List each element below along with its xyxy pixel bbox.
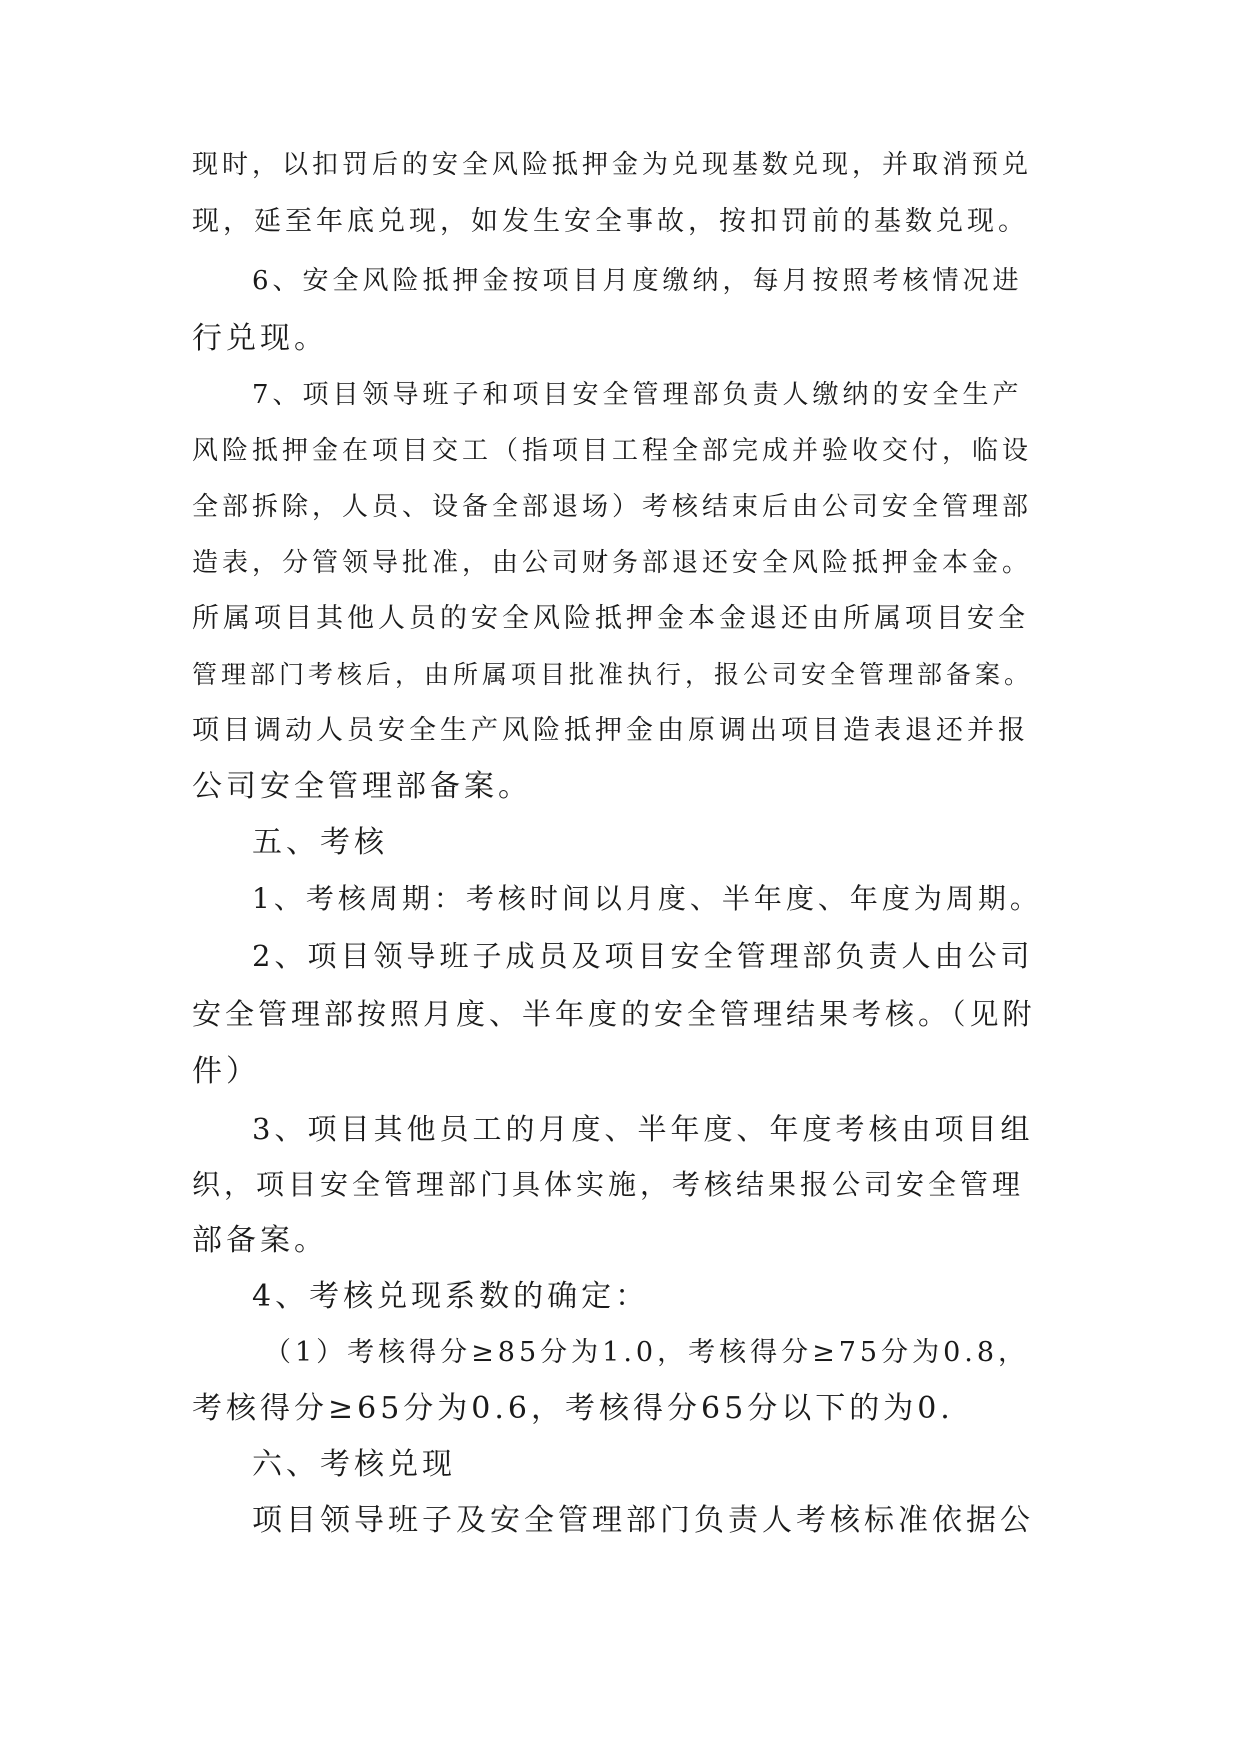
text-line: 安全管理部按照月度、半年度的安全管理结果考核。（见附 bbox=[192, 997, 1036, 1031]
text-line: 项目调动人员安全生产风险抵押金由原调出项目造表退还并报 bbox=[192, 715, 1029, 746]
text-line: 6、安全风险抵押金按项目月度缴纳，每月按照考核情况进 bbox=[252, 266, 1023, 296]
text-line: 4、考核兑现系数的确定： bbox=[252, 1279, 650, 1314]
text-line: 所属项目其他人员的安全风险抵押金本金退还由所属项目安全 bbox=[192, 603, 1029, 634]
text-line: 1、考核周期：考核时间以月度、半年度、年度为周期。 bbox=[252, 882, 1042, 915]
section-heading: 五、考核 bbox=[252, 825, 388, 860]
text-line: 7、项目领导班子和项目安全管理部负责人缴纳的安全生产 bbox=[252, 380, 1023, 410]
text-line: 部备案。 bbox=[192, 1223, 328, 1258]
text-line: 件） bbox=[192, 1054, 260, 1089]
text-line: 造表，分管领导批准，由公司财务部退还安全风险抵押金本金。 bbox=[192, 548, 1033, 578]
text-line: 项目领导班子及安全管理部门负责人考核标准依据公 bbox=[252, 1503, 1034, 1538]
text-line: （1）考核得分≥85分为1.0，考核得分≥75分为0.8， bbox=[264, 1337, 1030, 1368]
text-line: 风险抵押金在项目交工（指项目工程全部完成并验收交付，临设 bbox=[192, 436, 1033, 466]
text-line: 行兑现。 bbox=[192, 321, 328, 356]
section-heading: 六、考核兑现 bbox=[252, 1447, 456, 1482]
text-line: 现，延至年底兑现，如发生安全事故，按扣罚前的基数兑现。 bbox=[192, 206, 1029, 237]
text-line: 管理部门考核后，由所属项目批准执行，报公司安全管理部备案。 bbox=[192, 660, 1034, 689]
text-line: 织，项目安全管理部门具体实施，考核结果报公司安全管理 bbox=[192, 1168, 1025, 1201]
text-line: 考核得分≥65分为0.6，考核得分65分以下的为0. bbox=[192, 1391, 954, 1426]
text-line: 全部拆除，人员、设备全部退场）考核结束后由公司安全管理部 bbox=[192, 492, 1033, 522]
text-line: 3、项目其他员工的月度、半年度、年度考核由项目组 bbox=[252, 1112, 1034, 1146]
text-line: 2、项目领导班子成员及项目安全管理部负责人由公司 bbox=[252, 939, 1034, 973]
text-line: 公司安全管理部备案。 bbox=[192, 769, 532, 804]
text-line: 现时，以扣罚后的安全风险抵押金为兑现基数兑现，并取消预兑 bbox=[192, 150, 1033, 180]
